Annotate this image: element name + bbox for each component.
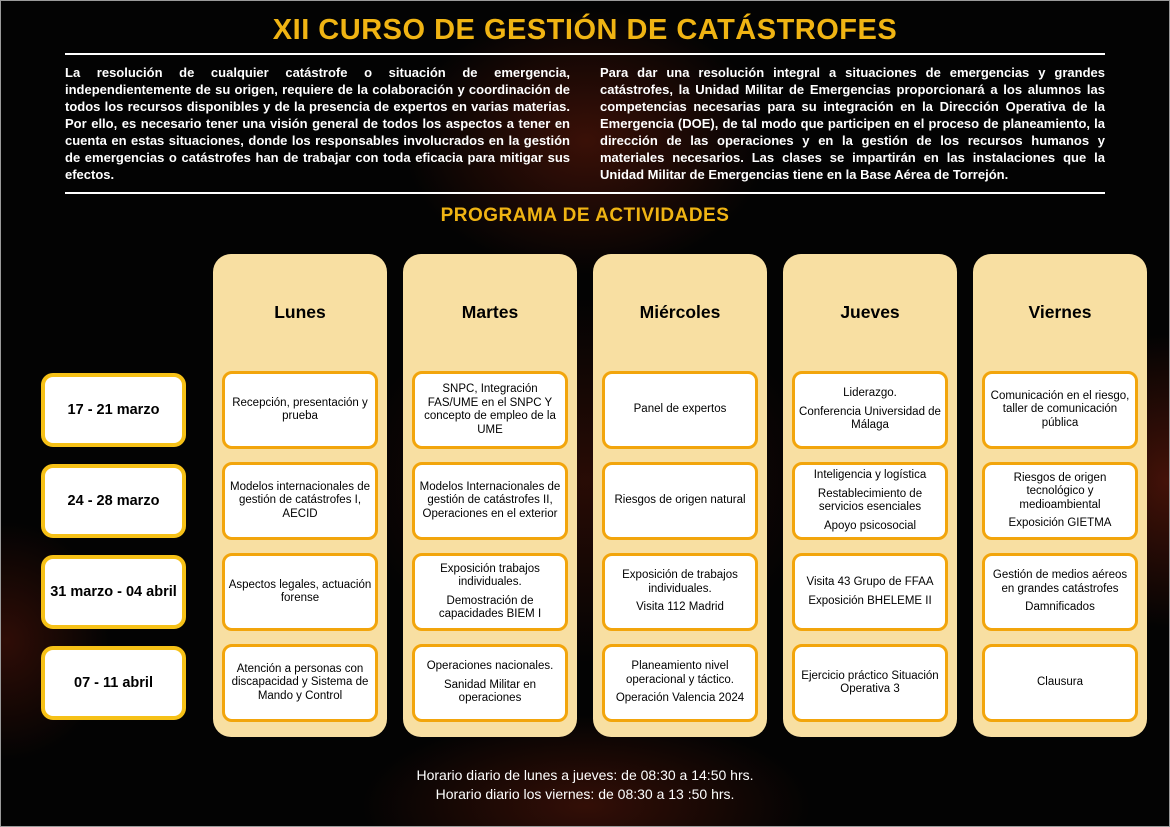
section-title: PROGRAMA DE ACTIVIDADES [440,205,730,226]
activity-line: Atención a personas con discapacidad y Sistema de Mando y Control [231,662,369,702]
activity-cell [222,371,378,449]
footer-line2: Horario diario los viernes: de 08:30 a 13 :50 hrs. [435,786,735,802]
activity-line: Conferencia Universidad de Málaga [799,405,941,432]
activity-line: Visita 43 Grupo de FFAA [806,576,934,588]
activity-line: Operaciones nacionales. [426,660,554,673]
activity-line: Sanidad Militar en operaciones [443,678,537,705]
date-box-week2: 24 - 28 marzo [41,464,186,538]
activity-line: Panel de expertos [633,403,727,416]
day-panel-miercoles [593,254,767,737]
activity-cell [412,553,568,631]
activity-line: Inteligencia y logística [813,469,927,481]
activity-line: Riesgos de origen natural [614,494,746,507]
activity-line: Aspectos legales, actuación forense [228,578,372,604]
activity-cell [412,371,568,449]
activity-cell [222,553,378,631]
activity-line: Restablecimiento de servicios esenciales [817,487,923,513]
day-header-label: Martes [461,302,519,322]
activity-cell [982,644,1138,722]
activity-cell [412,462,568,540]
activity-line: Recepción, presentación y prueba [232,396,368,422]
activity-line: Modelos internacionales de gestión de catástrofes I, AECID [229,480,370,520]
schedule-grid [41,254,1169,737]
day-panel-lunes [213,254,387,737]
activity-line: Operación Valencia 2024 [615,692,745,705]
activity-line: Clausura [1036,676,1084,689]
day-header-label: Lunes [274,302,326,322]
day-panel-jueves [783,254,957,737]
activity-line: Exposición trabajos individuales. [440,562,540,588]
activity-cell [602,462,758,540]
activity-line: SNPC, Integración FAS/UME en el SNPC Y concepto de empleo de la UME [424,383,556,436]
activity-cell [222,644,378,722]
day-panel-viernes [973,254,1147,737]
day-header-label: Miércoles [639,302,721,322]
activity-cell [982,371,1138,449]
activity-line: Apoyo psicosocial [823,519,917,532]
intro-paragraph-left: La resolución de cualquier catástrofe o situación de emergencia, independientemente de su origen, requiere de la colaboración y coordinación de todos los recursos disponibles y de la presencia de expertos en varias materias. Por ello, es necesario tener una visión general de todos los aspectos a tener en cuenta en estas situaciones, donde los responsables involucrados en la gestión de emergencias o catástrofes han de trabajar con toda eficacia para mitigar sus efectos. [65,65,570,182]
activity-line: Liderazgo. [843,387,897,400]
intro-paragraph-right: Para dar una resolución integral a situaciones de emergencias y grandes catástrofes, la Unidad Militar de Emergencias proporcionará a los alumnos las competencias necesarias para su integración en la Dirección Operativa de la Emergencia (DOE), de tal modo que participen en el proceso de planeamiento, la dirección de las operaciones y en la gestión de los recursos humanos y materiales necesarios. Las clases se impartirán en las instalaciones que la Unidad Militar de Emergencias tiene en la Base Aérea de Torrejón. [600,65,1105,182]
activity-cell [792,462,948,540]
activity-line: Damnificados [1025,601,1095,614]
date-box-week3: 31 marzo - 04 abril [41,555,186,629]
activity-line: Gestión de medios aéreos en grandes catástrofes [992,569,1128,595]
activity-cell [982,553,1138,631]
activity-line: Demostración de capacidades BIEM I [438,594,542,620]
activity-cell [792,553,948,631]
divider-bottom [65,192,1105,194]
activity-line: Visita 112 Madrid [636,601,724,614]
date-box-week1: 17 - 21 marzo [41,373,186,447]
footer-line1: Horario diario de lunes a jueves: de 08:30 a 14:50 hrs. [416,767,754,783]
date-column [41,254,186,737]
activity-line: Comunicación en el riesgo, taller de comunicación pública [990,389,1130,429]
activity-cell [602,644,758,722]
activity-cell [412,644,568,722]
activity-line: Exposición GIETMA [1008,517,1112,529]
activity-line: Planeamiento nivel operacional y táctico. [625,660,735,686]
page-title: XII CURSO DE GESTIÓN DE CATÁSTROFES [272,14,898,46]
activity-line: Exposición de trabajos individuales. [622,569,738,595]
day-panel-martes [403,254,577,737]
day-header-label: Viernes [1028,302,1092,322]
activity-cell [222,462,378,540]
divider-top [65,53,1105,55]
activity-cell [602,553,758,631]
activity-cell [792,371,948,449]
footer-schedule-hours [1,766,1169,804]
activity-cell [602,371,758,449]
activity-cell [982,462,1138,540]
date-box-week4: 07 - 11 abril [41,646,186,720]
activity-cell [792,644,948,722]
activity-line: Modelos Internacionales de gestión de catástrofes II, Operaciones en el exterior [419,480,561,520]
intro-section [1,64,1169,183]
activity-line: Exposición BHELEME II [808,594,932,607]
activity-line: Riesgos de origen tecnológico y medioambiental [1013,471,1107,511]
day-header-label: Jueves [840,302,900,322]
activity-line: Ejercicio práctico Situación Operativa 3 [801,669,939,695]
